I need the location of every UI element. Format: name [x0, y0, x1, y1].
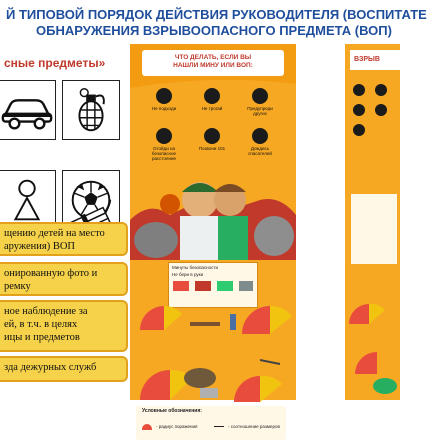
- hazard-icon-grid: [0, 80, 124, 230]
- radius-icon: [142, 424, 152, 430]
- step-3: [0, 300, 128, 352]
- stop-icon: [156, 88, 172, 104]
- safety-card-subtitle: Не бери в руки: [172, 272, 204, 277]
- cartoon-characters-illustration: [130, 170, 296, 260]
- walk-icon: [156, 128, 172, 144]
- poster-main: [130, 44, 296, 429]
- step-1: [0, 222, 128, 256]
- soldier-icon: [252, 128, 268, 144]
- step-2: [0, 262, 128, 296]
- legend-title: Условные обозначения:: [142, 408, 202, 414]
- step-3-line-1: ное наблюдение за: [4, 306, 88, 317]
- grenade-icon: [62, 80, 120, 140]
- action-caption: Отойди на безопасное расстояние: [151, 146, 177, 161]
- action-caption: Позвони 101: [198, 146, 226, 151]
- action-item: [144, 88, 184, 111]
- action-item: [144, 128, 184, 161]
- action-caption: Не трогай: [201, 106, 223, 111]
- step-2-line-2: ремку: [4, 281, 31, 292]
- action-item: [240, 128, 280, 156]
- step-3-line-2: ей, в т.ч. в целях: [4, 319, 78, 330]
- legend: [136, 406, 286, 440]
- page-title-line-2: ОБНАРУЖЕНИЯ ВЗРЫВООПАСНОГО ПРЕДМЕТА (ВОП): [36, 23, 392, 38]
- poster-action-icons: [144, 88, 282, 168]
- poster-side: [345, 44, 400, 400]
- step-4: [0, 356, 128, 382]
- section-heading: сные предметы»: [4, 56, 106, 70]
- poster-main-header: [142, 50, 284, 76]
- step-2-line-1: онированную фото и: [4, 268, 98, 279]
- page-title-line-1: Й ТИПОВОЙ ПОРЯДОК ДЕЙСТВИЯ РУКОВОДИТЕЛЯ (ВОСПИТАТЕ: [6, 7, 427, 22]
- blast-radius-gauges: [130, 260, 296, 406]
- step-4-line-1: зда дежурных служб: [4, 362, 97, 373]
- title-block: [0, 0, 427, 44]
- action-caption: Дождись спасателей: [248, 146, 272, 156]
- poster-main-header-line-2: НАШЛИ МИНУ ИЛИ ВОП:: [173, 62, 253, 69]
- poster-side-header: ВЗРЫВ: [350, 50, 400, 70]
- phone-icon: [204, 128, 220, 144]
- hand-icon: [204, 88, 220, 104]
- car-icon: [0, 80, 56, 140]
- poster-main-header-line-1: ЧТО ДЕЛАТЬ, ЕСЛИ ВЫ: [174, 54, 252, 61]
- safety-card-title: Минуты безопасности: [172, 265, 218, 270]
- legend-item-size: - соотношение размеров: [228, 424, 280, 429]
- poster-side-content: [345, 74, 400, 400]
- action-item: [240, 88, 280, 116]
- action-item: [192, 128, 232, 151]
- legend-item-radius: - радиус поражения: [156, 424, 198, 429]
- warning-icon: [252, 88, 268, 104]
- step-3-line-3: ицы и предметов: [4, 332, 80, 343]
- size-ratio-icon: [214, 426, 224, 427]
- action-item: [192, 88, 232, 111]
- step-1-line-1: щению детей на место: [4, 228, 105, 239]
- step-1-line-2: аружения) ВОП: [4, 241, 76, 252]
- action-caption: Предупреди других: [247, 106, 273, 116]
- doll-icon: [0, 170, 56, 230]
- action-caption: Не подходи: [151, 106, 177, 111]
